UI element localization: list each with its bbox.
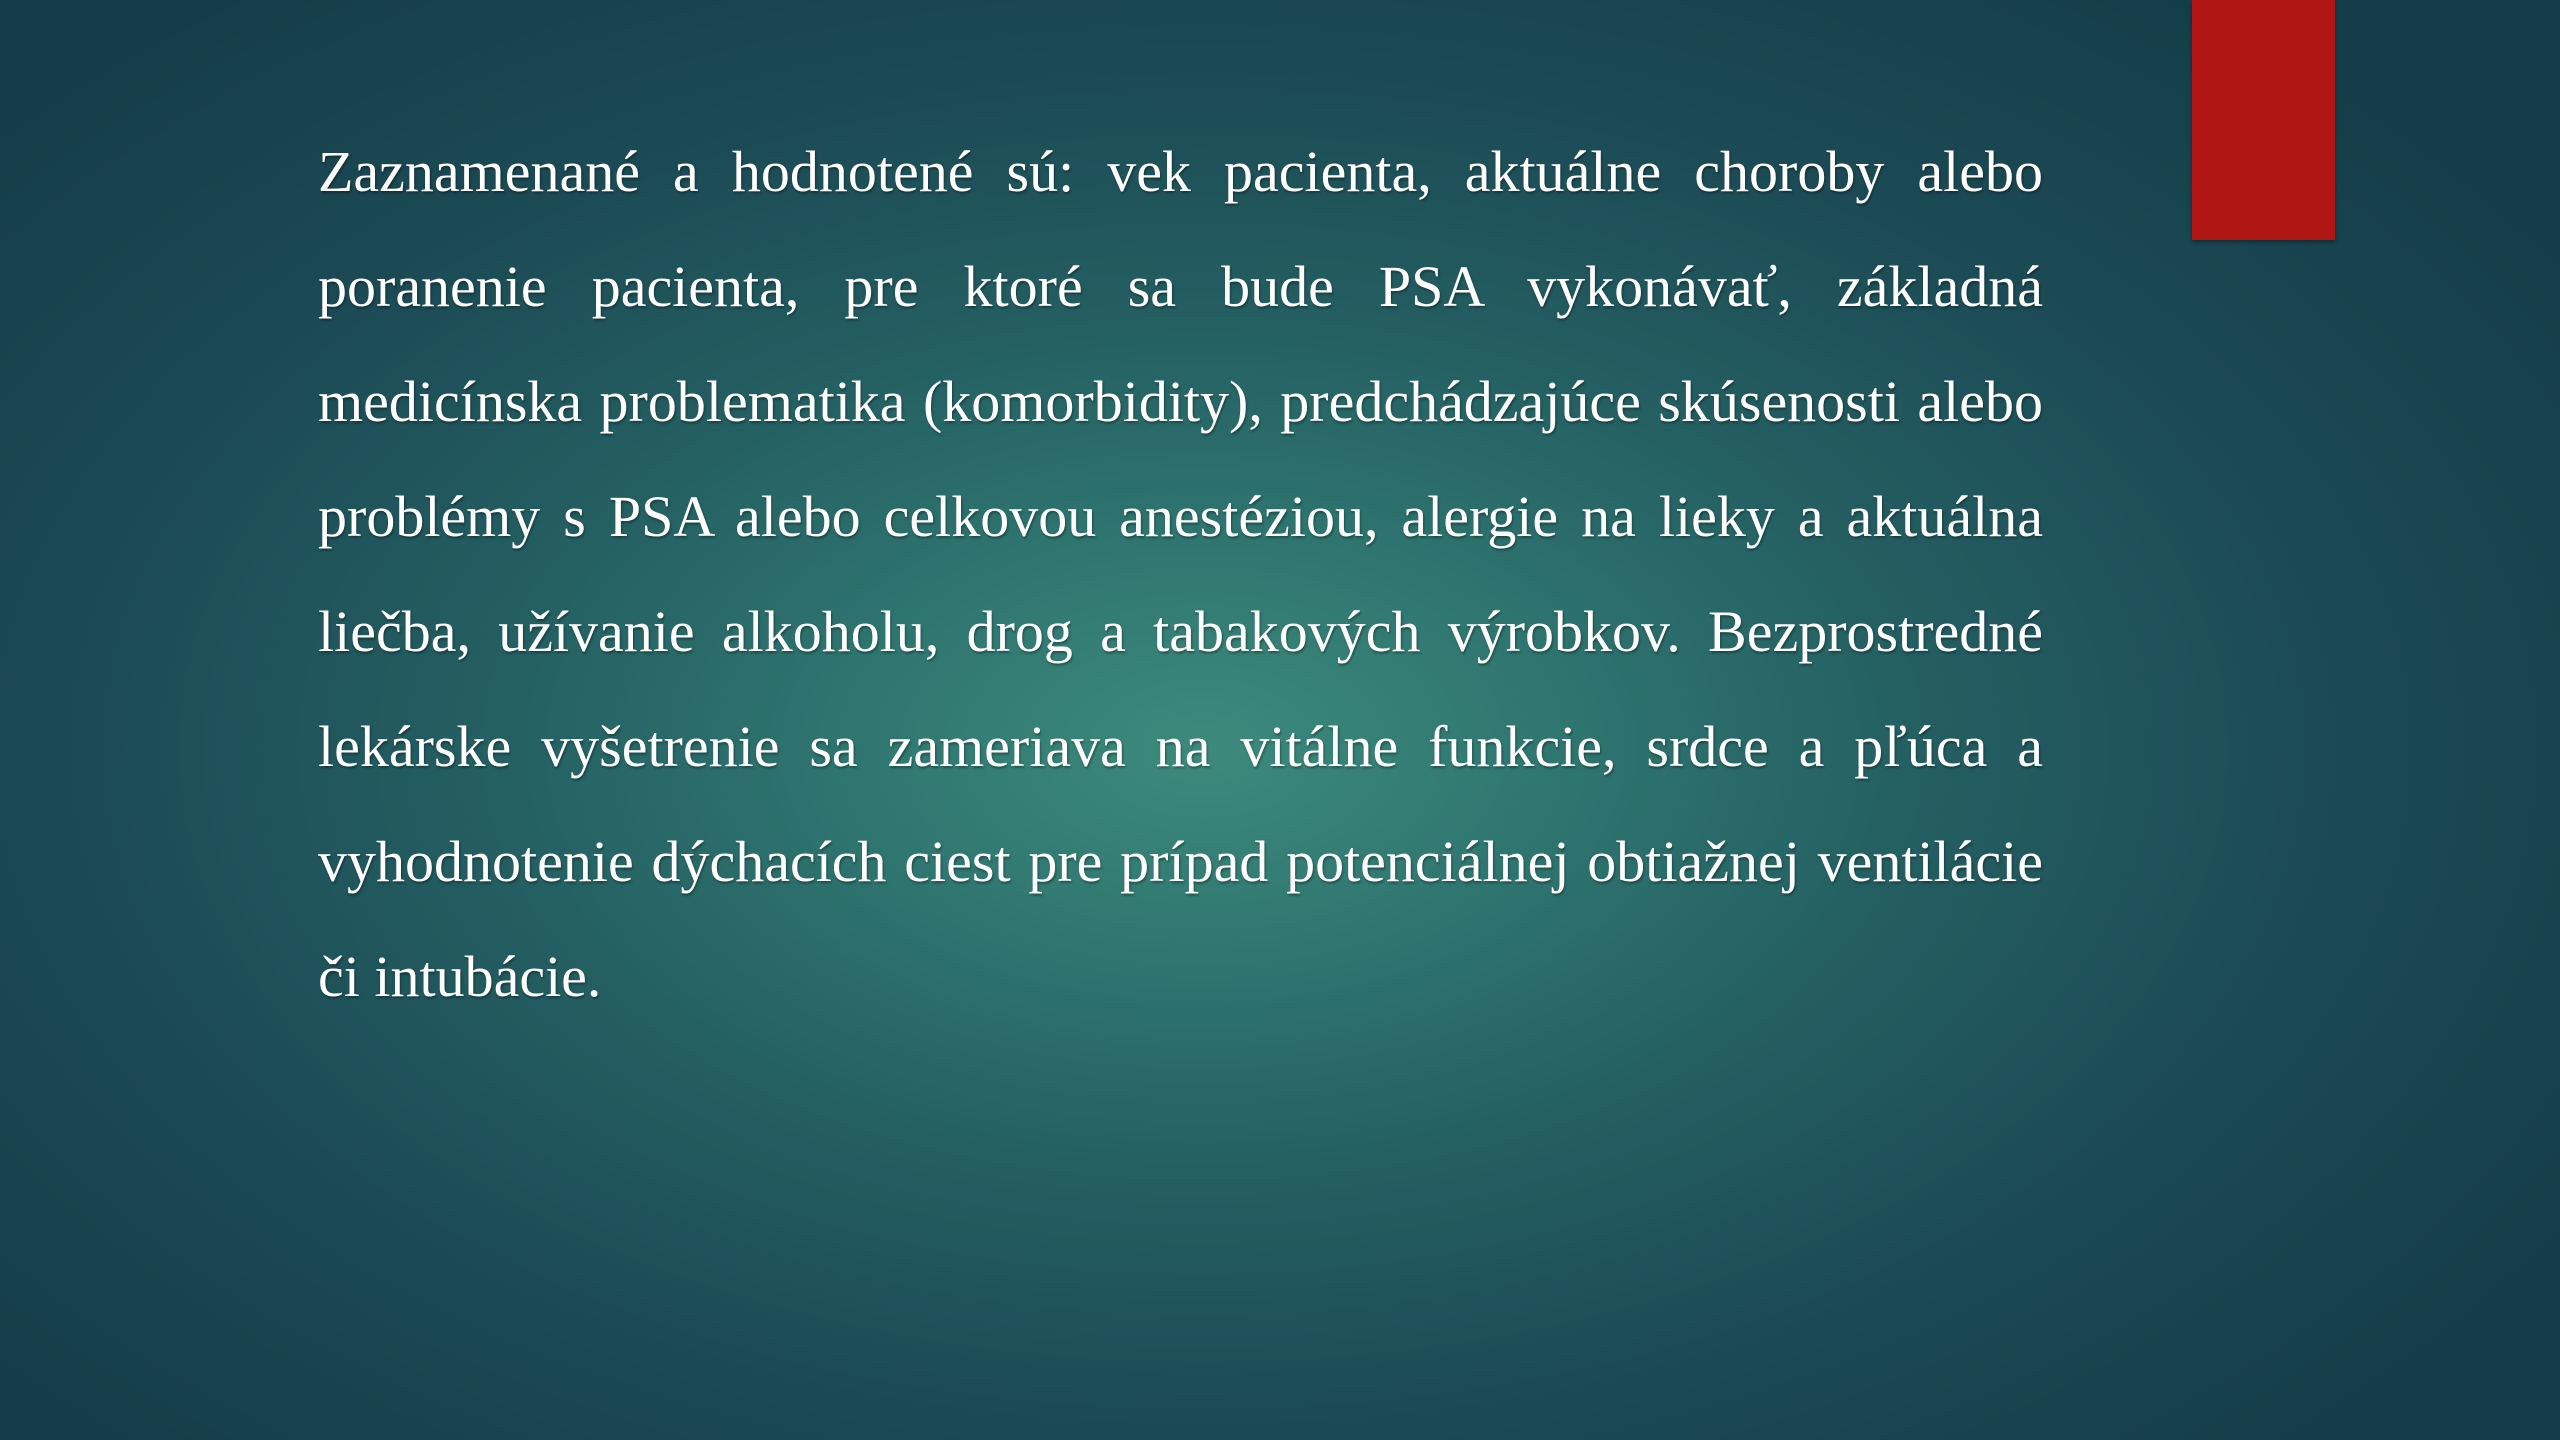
slide-body-text: Zaznamenané a hodnotené sú: vek pacienta, aktuálne choroby alebo poranenie pacienta, pre ktoré sa bude PSA vykonávať, základná medicínska problematika (komorbidity), predchádzajúce skúsenosti alebo problémy s PSA alebo celkovou anestéziou, alergie na lieky a aktuálna liečba, užívanie alkoholu, drog a tabakových výrobkov. Bezprostredné lekárske vyšetrenie sa zameriava na vitálne funkcie, srdce a pľúca a vyhodnotenie dýchacích ciest pre prípad potenciálnej obtiažnej ventilácie či intubácie.: [318, 139, 2043, 1009]
red-accent-bar: [2192, 0, 2335, 240]
